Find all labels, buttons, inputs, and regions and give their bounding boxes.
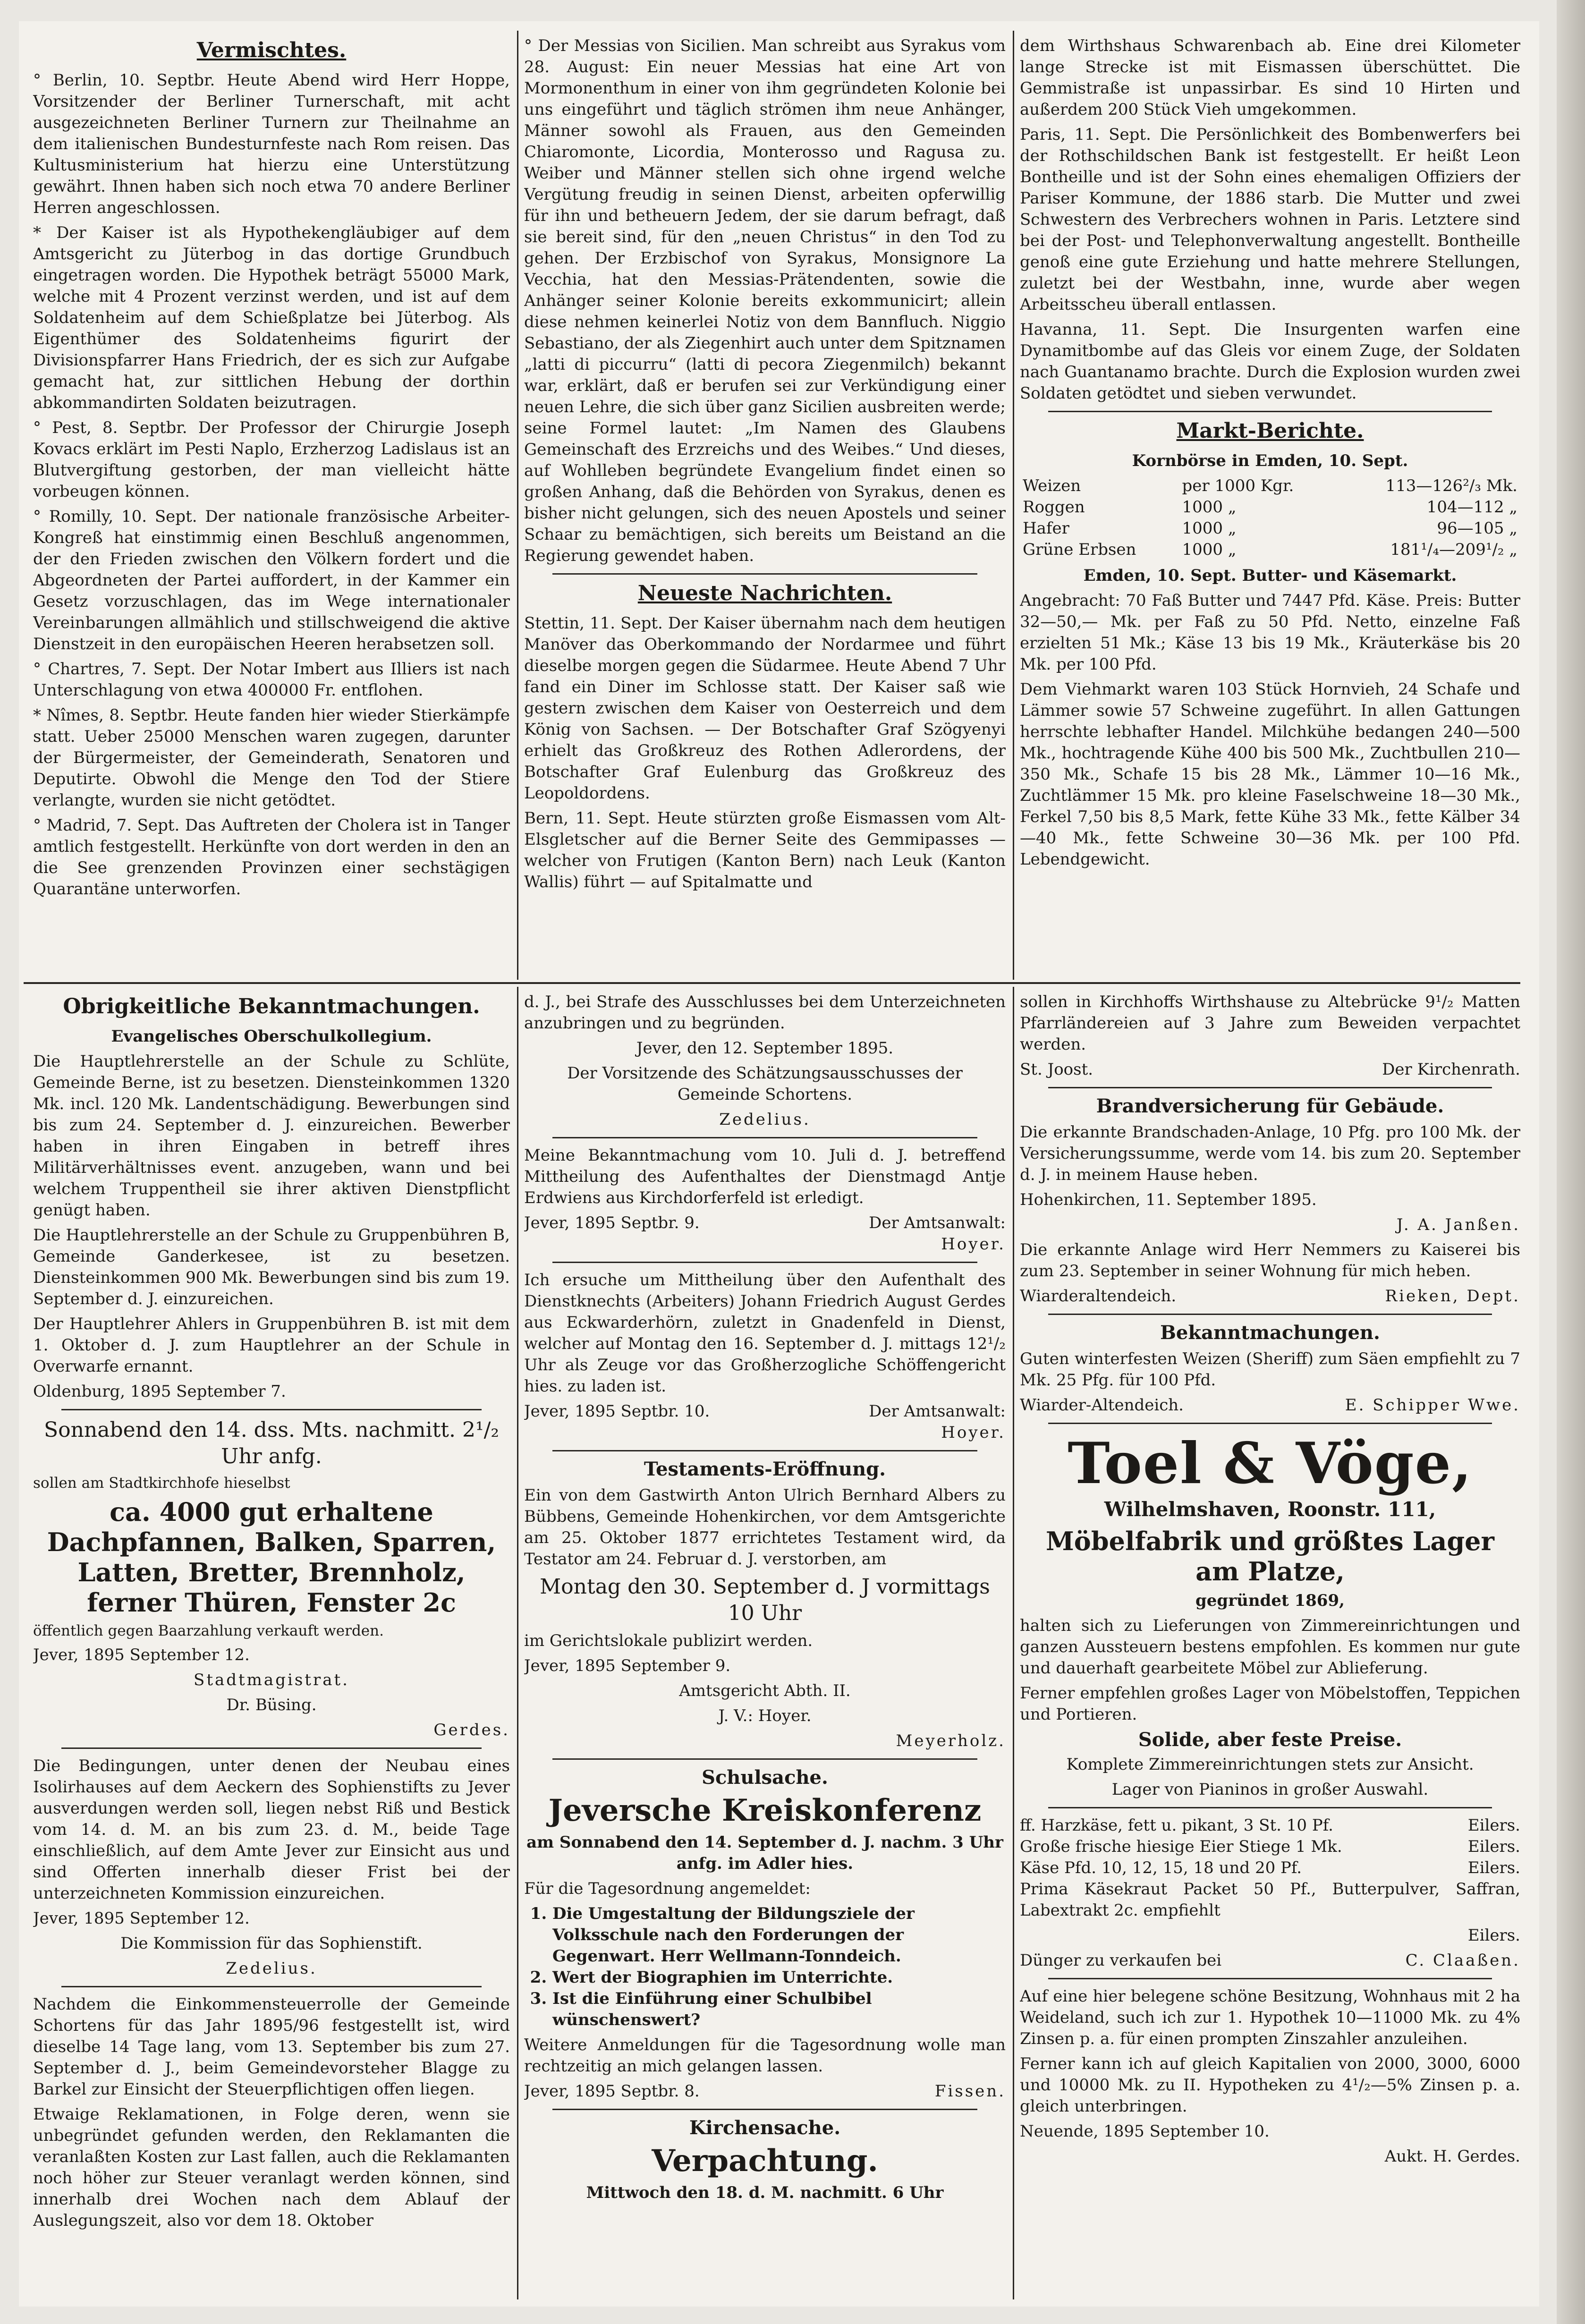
event-title: Verpachtung. bbox=[652, 2143, 878, 2179]
top-column-2 bbox=[524, 35, 1006, 975]
notice: sollen in Kirchhoffs Wirthshause zu Altebrücke 9¹/₂ Matten Pfarrländereien auf 3 Jahre zum Beweiden verpachtet werden. bbox=[1020, 992, 1520, 1054]
auction-intro: sollen am Stadtkirchhofe hieselbst bbox=[33, 1475, 290, 1492]
divider bbox=[1048, 1807, 1492, 1808]
table-row: Weizen per 1000 Kgr. 113—126²/₃ Mk. bbox=[1023, 476, 1517, 495]
advert-text: Lager von Pianinos in großer Auswahl. bbox=[1111, 1780, 1429, 1799]
notice-signature: Jever, 1895 September 12. bbox=[33, 1645, 250, 1664]
notice-heading: Schulsache. bbox=[702, 1766, 828, 1789]
divider bbox=[1048, 1087, 1492, 1088]
section-heading: Neueste Nachrichten. bbox=[637, 581, 892, 605]
advert-row: Dünger zu verkaufen bei C. Claaßen. bbox=[1020, 1951, 1520, 1970]
auction-date: Sonnabend den 14. dss. Mts. nachmitt. 2¹/₂ Uhr anfg. bbox=[43, 1418, 500, 1468]
notice-signature: Jever, 1895 September 9. bbox=[524, 1656, 731, 1675]
notice-heading: Testaments-Eröffnung. bbox=[644, 1458, 886, 1480]
signature-row: Jever, 1895 Septbr. 9. Der Amtsanwalt: bbox=[524, 1213, 1006, 1232]
notice-signature: Amtsgericht Abth. II. bbox=[679, 1681, 851, 1700]
notice-heading: Brandversicherung für Gebäude. bbox=[1096, 1095, 1444, 1117]
article: ° Chartres, 7. Sept. Der Notar Imbert aus Illiers ist nach Unterschlagung von etwa 400000 Fr. entflohen. bbox=[33, 660, 510, 700]
notice: Weitere Anmeldungen für die Tagesordnung wolle man rechtzeitig an mich gelangen lassen. bbox=[524, 2036, 1006, 2076]
notice-signature: Oldenburg, 1895 September 7. bbox=[33, 1382, 286, 1401]
advertiser-founded: gegründet 1869, bbox=[1195, 1591, 1345, 1610]
divider bbox=[552, 1758, 977, 1760]
market-report: Dem Viehmarkt waren 103 Stück Hornvieh, 24 Schafe und Lämmer sowie 57 Schweine zugeführt. In allen Gattungen herrschte lebhafter Handel. Milchkühe bedangen 240—500 Mk., hochtragende Kühe 400 bis 500 Mk., Zuchtbullen 210—350 Mk., Schafe 15 bis 28 Mk., Lämmer 10—16 Mk., Zuchtlämmer 15 Mk. pro kleine Faselschweine 18—30 Mk., Ferkel 7,50 bis 8,5 Mark, fette Kühe 33 Mk., fette Kälber 34—40 Mk., fette Schweine 30—36 Mk. per 100 Pfd. Lebendgewicht. bbox=[1020, 680, 1520, 869]
divider bbox=[552, 2109, 977, 2110]
auction-items: ca. 4000 gut erhaltene Dachpfannen, Balken, Sparren, Latten, Bretter, Brennholz, ferner Thüren, Fenster 2c bbox=[47, 1497, 496, 1618]
column-rule bbox=[1013, 31, 1014, 980]
list-item: 3. Ist die Einführung einer Schulbibel wünschenswert? bbox=[552, 1988, 1006, 2031]
divider bbox=[61, 1986, 482, 1987]
notice-signature: J. V.: Hoyer. bbox=[718, 1706, 812, 1725]
notice-signature: Die Kommission für das Sophienstift. bbox=[120, 1934, 423, 1953]
article: ° Der Messias von Sicilien. Man schreibt aus Syrakus vom 28. August: Ein neuer Messias hat eine Art von Mormonenthum in einer von ihm gegründeten Kolonie bei uns eingeführt und täglich strömen ihm neue Anhänger, Männer sowohl als Frauen, aus den Gemeinden Chiaromonte, Licordia, Monterosso und Ragusa zu. Weiber und Männer stellen sich ohne irgend welche Vergütung freudig in seinen Dienst, arbeiten opferwillig für ihn und betheuern Jedem, der sie darum befragt, daß sie bereit sind, für den „neuen Christus“ in den Tod zu gehen. Der Erzbischof von Syrakus, Monsignore La Vecchia, hat den Messias-Prätendenten, sowie die Anhänger seiner Kolonie bereits exkommunicirt; allein diese nehmen keinerlei Notiz von dem Bannfluch. Niggio Sebastiano, der als Ziegenhirt auch unter dem Spitznamen „latti di piccurru“ (latti di pecora Ziegenmilch) bekannt war, erklärt, daß er berufen sei zur Verkündigung einer neuen Lehre, die sich über ganz Sicilien ausbreiten werde; seine Formel lautet: „Im Namen des Glaubens Gemeinschaft des Erzreichs und des Weibes.“ Und dieses, auf Wohlleben begründete Evangelium findet einen so großen Anhang, daß die Behörden von Syrakus, denen es bisher nicht gelungen, sich des neuen Apostels und seiner Schaar zu bemächtigen, sich bereits um Beistand an die Regierung gewendet haben. bbox=[524, 36, 1006, 565]
notice: Guten winterfesten Weizen (Sheriff) zum Säen empfiehlt zu 7 Mk. 25 Pfg. für 100 Pfd. bbox=[1020, 1349, 1520, 1390]
page-spine-shadow bbox=[1557, 0, 1585, 2324]
market-subheading: Emden, 10. Sept. Butter- und Käsemarkt. bbox=[1083, 566, 1457, 585]
market-report: Angebracht: 70 Faß Butter und 7447 Pfd. Käse. Preis: Butter 32—50,— Mk. per Faß zu 50 Pfd. Netto, einzelne Faß erzielten 51 Mk.; Käse 13 bis 19 Mk., Kräuterkäse bis 20 Mk. per 100 Pfd. bbox=[1020, 591, 1520, 674]
signature-row: Jever, 1895 Septbr. 8. Fissen. bbox=[524, 2082, 1006, 2101]
column-rule bbox=[517, 987, 518, 2299]
notice-date: Montag den 30. September d. J vormittags 10 Uhr bbox=[540, 1575, 990, 1625]
table-row: Hafer 1000 „ 96—105 „ bbox=[1023, 519, 1517, 538]
notice: Meine Bekanntmachung vom 10. Juli d. J. betreffend Mittheilung des Aufenthaltes der Dienstmagd Antje Erdwiens aus Kirchdorferfeld ist erledigt. bbox=[524, 1146, 1006, 1207]
top-column-1 bbox=[33, 35, 510, 975]
notice-signature: Der Vorsitzende des Schätzungsausschusses der Gemeinde Schortens. bbox=[567, 1064, 963, 1104]
advertiser-name: Toel & Vöge, bbox=[1068, 1430, 1473, 1497]
agenda-list bbox=[524, 1903, 1006, 2031]
notice: Der Hauptlehrer Ahlers in Gruppenbühren B. ist mit dem 1. Oktober d. J. zum Hauptlehrer an der Schule in Overwarfe ernannt. bbox=[33, 1315, 510, 1376]
divider bbox=[1048, 1978, 1492, 1979]
notice-signature: J. A. Janßen. bbox=[1396, 1215, 1520, 1234]
section-rule bbox=[24, 982, 1520, 984]
advert-text: Ferner kann ich auf gleich Kapitalien von 2000, 3000, 6000 und 10000 Mk. zu II. Hypotheken zu 4¹/₂—5% Zinsen p. a. gleich unterbringen. bbox=[1020, 2054, 1520, 2116]
advert-text: Prima Käsekraut Packet 50 Pf., Butterpulver, Saffran, Labextrakt 2c. empfiehlt bbox=[1020, 1880, 1520, 1920]
divider bbox=[1048, 1423, 1492, 1424]
article: ° Berlin, 10. Septbr. Heute Abend wird Herr Hoppe, Vorsitzender der Berliner Turnerschaft, mit acht ausgezeichneten Berliner Turnern zur Theilnahme an dem italienischen Bundesturnfeste nach Rom reisen. Das Kultusministerium hat hierzu eine Unterstützung gewährt. Ihnen haben sich noch etwa 70 andere Berliner Herren angeschlossen. bbox=[33, 71, 510, 217]
article: * Nîmes, 8. Septbr. Heute fanden hier wieder Stierkämpfe statt. Ueber 25000 Menschen waren zugegen, darunter der Bürgermeister, der Gemeinderath, Senatoren und Deputirte. Obwohl die Menge den Tod der Stiere verlangte, wurden sie nicht getödtet. bbox=[33, 706, 510, 810]
notice-signature: Hoyer. bbox=[941, 1423, 1006, 1442]
article: ° Madrid, 7. Sept. Das Auftreten der Cholera ist in Tanger amtlich festgestellt. Herkünfte von dort werden in den an die See grenzenden Provinzen einer sechstägigen Quarantäne unterworfen. bbox=[33, 816, 510, 899]
notice: Etwaige Reklamationen, in Folge deren, wenn sie unbegründet gefunden werden, den Reklamanten die veranlaßten Kosten zur Last fallen, auch die Reklamanten noch höher zur Steuer veranlagt werden können, sind innerhalb drei Wochen nach dem Ablauf der Auslegungszeit, also vor dem 18. Oktober bbox=[33, 2105, 510, 2230]
signature-row: St. Joost. Der Kirchenrath. bbox=[1020, 1060, 1520, 1079]
auction-terms: öffentlich gegen Baarzahlung verkauft werden. bbox=[33, 1622, 384, 1639]
advertiser-address: Wilhelmshaven, Roonstr. 111, bbox=[1104, 1498, 1436, 1521]
list-item: 2. Wert der Biographien im Unterrichte. bbox=[552, 1967, 1006, 1988]
divider bbox=[552, 1137, 977, 1138]
event-title: Jeversche Kreiskonferenz bbox=[548, 1793, 982, 1828]
notice: Die erkannte Brandschaden-Anlage, 10 Pfg. pro 100 Mk. der Versicherungssumme, werde vom 14. bis zum 20. September d. J. in meinem Hause heben. bbox=[1020, 1123, 1520, 1184]
column-rule bbox=[517, 31, 518, 980]
notice: Die Hauptlehrerstelle an der Schule zu Schlüte, Gemeinde Berne, ist zu besetzen. Diensteinkommen 1320 Mk. incl. 120 Mk. Landentschädigung. Bewerbungen sind bis zum 24. September d. J. einzureichen. Bewerber haben in ihren Eingaben in betreff ihres Militärverhältnisses event. anzugeben, wann und bei welchem Truppentheil sie ihrer aktiven Dienstpflicht genügt haben. bbox=[33, 1052, 510, 1220]
divider bbox=[61, 1409, 482, 1410]
bottom-column-3 bbox=[1020, 992, 1520, 2295]
signature-row: Jever, 1895 Septbr. 10. Der Amtsanwalt: bbox=[524, 1402, 1006, 1421]
notice: Die erkannte Anlage wird Herr Nemmers zu Kaiserei bis zum 23. September in seiner Wohnung für mich heben. bbox=[1020, 1240, 1520, 1281]
divider bbox=[1048, 411, 1492, 412]
advertiser-tagline: Möbelfabrik und größtes Lager am Platze, bbox=[1046, 1526, 1494, 1586]
notice-signature: Zedelius. bbox=[226, 1959, 317, 1978]
advert-signature: Eilers. bbox=[1467, 1926, 1520, 1945]
notice-signature: Zedelius. bbox=[719, 1110, 811, 1129]
advert-row: Große frische hiesige Eier Stiege 1 Mk. Eilers. bbox=[1020, 1837, 1520, 1856]
notice: im Gerichtslokale publizirt werden. bbox=[524, 1631, 813, 1650]
signature-row: Wiarderaltendeich. Rieken, Dept. bbox=[1020, 1287, 1520, 1306]
news-item: Bern, 11. Sept. Heute stürzten große Eismassen vom Alt-Elsgletscher auf die Berner Seite des Gemmipasses — welcher von Frutigen (Kanton Bern) nach Leuk (Kanton Wallis) führt — auf Spitalmatte und bbox=[524, 809, 1006, 891]
section-heading: Obrigkeitliche Bekanntmachungen. bbox=[63, 994, 480, 1018]
notice: Nachdem die Einkommensteuerrolle der Gemeinde Schortens für das Jahr 1895/96 festgestellt ist, wird dieselbe 14 Tage lang, vom 13. September bis zum 27. September d. J., beim Gemeindevorsteher Blagge zu Barkel zur Einsicht der Steuerpflichtigen offen liegen. bbox=[33, 1995, 510, 2099]
article: ° Romilly, 10. Sept. Der nationale französische Arbeiter-Kongreß hat einstimmig einen Beschluß angenommen, der den Frieden zwischen den Völkern fordert und die Abgeordneten der Partei auffordert, in der Kammer ein Gesetz vorzuschlagen, das im Wege internationaler Vereinbarungen allmählich und stillschweigend die aktive Dienstzeit in den europäischen Heeren herabsetzen soll. bbox=[33, 507, 510, 653]
notice-heading: Kirchensache. bbox=[689, 2117, 841, 2139]
notice: Ich ersuche um Mittheilung über den Aufenthalt des Dienstknechts (Arbeiters) Johann Friedrich August Gerdes aus Eckwarderhörn, zuletzt in Gnadenfeld in Dienst, welcher auf Montag den 16. September d. J. mittags 12¹/₂ Uhr als Zeuge vor das Großherzogliche Schöffengericht hies. zu laden ist. bbox=[524, 1271, 1006, 1396]
event-date: Mittwoch den 18. d. M. nachmitt. 6 Uhr bbox=[586, 2183, 944, 2202]
advert-text: Auf eine hier belegene schöne Besitzung, Wohnhaus mit 2 ha Weideland, such ich zur 1. Hypothek 10—11000 Mk. zu 4% Zinsen p. a. für einen prompten Zinszahler anzuleihen. bbox=[1020, 1987, 1520, 2048]
advert-signature: Aukt. H. Gerdes. bbox=[1384, 2147, 1520, 2166]
advert-text: Komplete Zimmereinrichtungen stets zur Ansicht. bbox=[1066, 1755, 1474, 1774]
newspaper-page bbox=[19, 21, 1539, 2307]
list-item: 1. Die Umgestaltung der Bildungsziele der Volksschule nach den Forderungen der Gegenwart. Herr Wellmann-Tonndeich. bbox=[552, 1903, 1006, 1967]
notice-signature: Jever, 1895 September 12. bbox=[33, 1909, 250, 1928]
news-item: Paris, 11. Sept. Die Persönlichkeit des Bombenwerfers bei der Rothschildschen Bank ist festgestellt. Er heißt Leon Bontheille und ist der Sohn eines ehemaligen Offiziers der Pariser Kommune, der 1886 starb. Die Mutter und zwei Schwestern des Verbrechers wohnen in Paris. Letztere sind bei der Post- und Telephonverwaltung angestellt. Bontheille genoß eine gute Erziehung und hatte mehrere Stellungen, zuletzt bei der Westbahn, inne, wurde aber wegen Arbeitsscheu überall entlassen. bbox=[1020, 125, 1520, 314]
notice: d. J., bei Strafe des Ausschlusses bei dem Unterzeichneten anzubringen und zu begründen. bbox=[524, 992, 1006, 1033]
divider bbox=[552, 1450, 977, 1451]
notice: Die Bedingungen, unter denen der Neubau eines Isolirhauses auf dem Aeckern des Sophienstifts zu Jever ausverdungen werden soll, liegen nebst Riß und Bestick vom 14. d. M. an bis zum 23. d. M., beide Tage einschließlich, auf dem Amte Jever zur Einsicht aus und sind Offerten innerhalb dieser Frist bei der unterzeichneten Kommission einzureichen. bbox=[33, 1756, 510, 1903]
advert-row: ff. Harzkäse, fett u. pikant, 3 St. 10 Pf. Eilers. bbox=[1020, 1816, 1520, 1835]
notice-signature: Dr. Büsing. bbox=[226, 1696, 317, 1714]
notice-signature: Stadtmagistrat. bbox=[194, 1671, 349, 1689]
table-row: Roggen 1000 „ 104—112 „ bbox=[1023, 498, 1517, 517]
market-subheading: Kornbörse in Emden, 10. Sept. bbox=[1132, 451, 1408, 470]
notice-signature: Hohenkirchen, 11. September 1895. bbox=[1020, 1190, 1317, 1209]
news-item: Havanna, 11. Sept. Die Insurgenten warfen eine Dynamitbombe auf das Gleis vor einem Zuge, der Soldaten nach Guantanamo brachte. Durch die Explosion wurden zwei Soldaten getödtet und sieben verwundet. bbox=[1020, 320, 1520, 403]
divider bbox=[552, 573, 977, 575]
notice-signature: Jever, den 12. September 1895. bbox=[636, 1039, 894, 1058]
section-heading: Vermischtes. bbox=[196, 38, 347, 62]
column-rule bbox=[1013, 987, 1014, 2299]
notice-signature: Meyerholz. bbox=[896, 1731, 1006, 1750]
advert-text: halten sich zu Lieferungen von Zimmereinrichtungen und ganzen Aussteuern bestens empfohlen. Es kommen nur gute und dauerhaft gearbeitete Möbel zur Ablieferung. bbox=[1020, 1616, 1520, 1678]
advert-text: Ferner empfehlen großes Lager von Möbelstoffen, Teppichen und Portieren. bbox=[1020, 1684, 1520, 1724]
table-row: Grüne Erbsen 1000 „ 181¹/₄—209¹/₂ „ bbox=[1023, 540, 1517, 559]
advert-signature: Neuende, 1895 September 10. bbox=[1020, 2122, 1270, 2141]
grain-price-table bbox=[1020, 475, 1520, 560]
article: ° Pest, 8. Septbr. Der Professor der Chirurgie Joseph Kovacs erklärt im Pesti Naplo, Erzherzog Ladislaus ist an Blutvergiftung gestorben, der man vielleicht hätte vorbeugen können. bbox=[33, 418, 510, 501]
divider bbox=[552, 1262, 977, 1263]
bottom-column-2 bbox=[524, 992, 1006, 2295]
notice-heading: Bekanntmachungen. bbox=[1160, 1322, 1380, 1344]
top-column-3 bbox=[1020, 35, 1520, 975]
event-date: am Sonnabend den 14. September d. J. nachm. 3 Uhr anfg. im Adler hies. bbox=[526, 1833, 1003, 1873]
notice: Ein von dem Gastwirth Anton Ulrich Bernhard Albers zu Bübbens, Gemeinde Hohenkirchen, vor dem Amtsgerichte am 25. Oktober 1877 errichtetes Testament wird, da Testator am 24. Februar d. J. verstorben, am bbox=[524, 1486, 1006, 1569]
notice-signature: Gerdes. bbox=[433, 1721, 510, 1739]
notice: Die Hauptlehrerstelle an der Schule zu Gruppenbühren B, Gemeinde Ganderkesee, ist zu besetzen. Diensteinkommen 900 Mk. Bewerbungen sind bis zum 19. September d. J. einzureichen. bbox=[33, 1226, 510, 1308]
section-heading: Markt-Berichte. bbox=[1176, 419, 1364, 443]
authority-name: Evangelisches Oberschulkollegium. bbox=[111, 1027, 432, 1046]
signature-row: Wiarder-Altendeich. E. Schipper Wwe. bbox=[1020, 1396, 1520, 1415]
divider bbox=[61, 1747, 482, 1749]
article: * Der Kaiser ist als Hypothekengläubiger auf dem Amtsgericht zu Jüterbog in das dortige Grundbuch eingetragen worden. Die Hypothek beträgt 55000 Mark, welche mit 4 Prozent verzinst werden, und ist auf dem Soldatenheim auf dem Schießplatze bei Jüterbog. Als Eigenthümer des Soldatenheims figurirt der Divisionspfarrer Hans Friedrich, der es sich zur Aufgabe gemacht hat, zur sittlichen Hebung der dorthin abkommandirten Soldaten beizutragen. bbox=[33, 223, 510, 412]
advert-row: Käse Pfd. 10, 12, 15, 18 und 20 Pf. Eilers. bbox=[1020, 1858, 1520, 1877]
advert-text: Solide, aber feste Preise. bbox=[1138, 1729, 1402, 1751]
news-item: dem Wirthshaus Schwarenbach ab. Eine drei Kilometer lange Strecke ist mit Eismassen überschüttet. Die Gemmistraße ist unpassirbar. Es sind 10 Hirten und außerdem 200 Stück Vieh umgekommen. bbox=[1020, 36, 1520, 119]
bottom-column-1 bbox=[33, 992, 510, 2295]
news-item: Stettin, 11. Sept. Der Kaiser übernahm nach dem heutigen Manöver das Oberkommando der Nordarmee und führt dieselbe morgen gegen die Südarmee. Heute Abend 7 Uhr fand ein Diner im Schlosse statt. Der Kaiser saß wie gestern zwischen dem Kaiser von Oesterreich und dem König von Sachsen. — Der Botschafter Graf Szögyenyi erhielt das Großkreuz des Rothen Adlerordens, der Botschafter Graf Eulenburg das Großkreuz des Leopoldordens. bbox=[524, 614, 1006, 803]
notice: Für die Tagesordnung angemeldet: bbox=[524, 1879, 811, 1898]
notice-signature: Hoyer. bbox=[941, 1235, 1006, 1254]
divider bbox=[1048, 1314, 1492, 1315]
